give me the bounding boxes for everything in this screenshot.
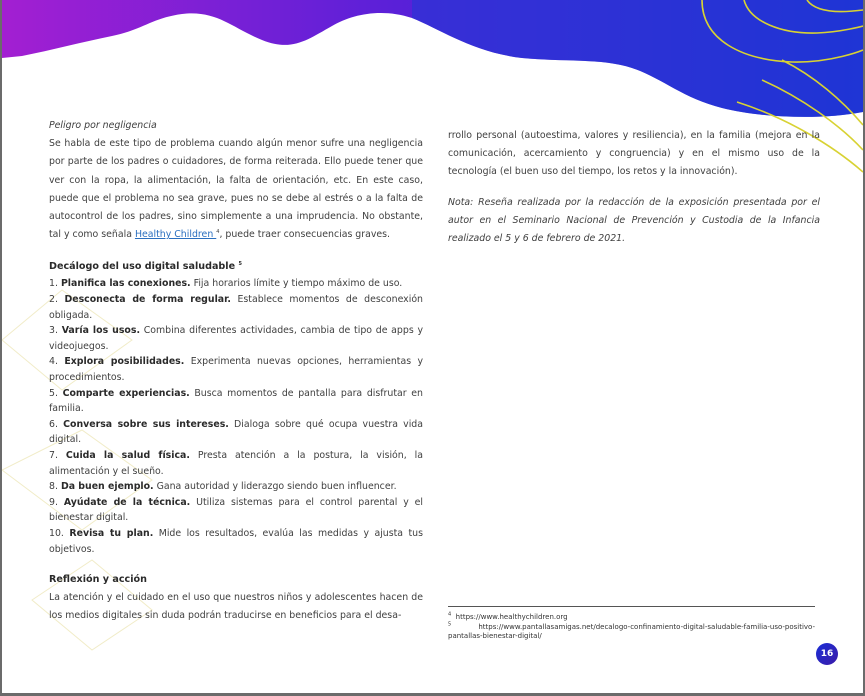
item-number: 8. (49, 481, 58, 493)
item-number: 5. (49, 387, 58, 399)
item-text: Dialoga sobre qué ocupa vuestra vida digital. (49, 418, 424, 446)
item-number: 4. (49, 356, 58, 368)
paragraph-continuation: rrollo personal (autoestima, valores y resiliencia), en la familia (mejora en la comunicación, acercamiento y congruencia) y en el mismo uso de la tecnología (el buen uso del tiempo, los retos y la innovación). (448, 130, 820, 178)
item-number: 7. (49, 449, 58, 461)
right-column (448, 127, 820, 248)
document-page (2, 0, 863, 693)
paragraph-text-end: , puede traer consecuencias graves. (219, 229, 391, 241)
list-item (49, 354, 423, 385)
item-text: Establece momentos de desconexión obligada. (49, 294, 424, 321)
item-number: 6. (49, 418, 58, 430)
paragraph-negligencia (49, 135, 423, 244)
list-item (49, 386, 423, 417)
list-item (49, 448, 423, 479)
editorial-note: Nota: Reseña realizada por la redacción de la exposición presentada por el autor en el Seminario Nacional de Prevención y Custodia de la Infancia realizado el 5 y 6 de febrero de 2021. (448, 196, 820, 245)
list-item (49, 417, 423, 448)
item-title: Ayúdate de la técnica. (63, 496, 191, 508)
decalogo-heading (49, 258, 423, 276)
item-number: 9. (49, 496, 58, 508)
footnote-ref-5: 5 (238, 261, 242, 268)
item-title: Comparte experiencias. (62, 387, 190, 399)
footnote-url[interactable]: https://www.pantallasamigas.net/decalogo-confinamiento-digital-saludable-familia-uso-positivo-pantallas-bienestar-digital/ (448, 622, 815, 641)
item-title: Revisa tu plan. (69, 527, 154, 539)
item-text: Presta atención a la postura, la visión, la alimentación y el sueño. (49, 449, 423, 477)
list-item (49, 292, 423, 323)
item-title: Desconecta de forma regular. (64, 294, 231, 306)
footnote-4 (448, 613, 815, 623)
reflexion-heading: Reflexión y acción (49, 574, 147, 586)
list-item (49, 526, 423, 557)
item-text: Mide los resultados, evalúa las medidas y ajusta tus objetivos. (49, 527, 423, 555)
item-number: 1. (49, 278, 58, 290)
decalogo-list (49, 276, 423, 557)
item-title: Varía los usos. (61, 325, 141, 337)
item-title: Explora posibilidades. (64, 356, 185, 368)
item-number: 10. (49, 527, 64, 539)
paragraph-reflexion: La atención y el cuidado en el uso que nuestros niños y adolescentes hacen de los medios digitales sin duda podrán traducirse en beneficios para el desa- (49, 592, 423, 622)
footnote-number: 4 (448, 611, 452, 618)
item-title: Cuida la salud física. (65, 449, 190, 461)
footnote-url[interactable]: https://www.healthychildren.org (455, 613, 568, 621)
footnote-number: 5 (448, 621, 452, 628)
item-text: Combina diferentes actividades, cambia de tipo de apps y videojuegos. (49, 325, 423, 352)
healthy-children-link[interactable]: Healthy Children (134, 229, 217, 241)
footnotes (448, 606, 815, 642)
item-number: 2. (49, 294, 58, 306)
item-text: Experimenta nuevas opciones, herramientas y procedimientos. (49, 356, 424, 383)
list-item (49, 276, 423, 292)
item-title: Conversa sobre sus intereses. (63, 418, 229, 430)
item-text: Busca momentos de pantalla para disfrutar en familia. (49, 387, 423, 415)
paragraph-text: Se habla de este tipo de problema cuando algún menor sufre una negligencia por parte de los padres o cuidadores, de forma reiterada. Ello puede tener que ver con la ropa, la alimentación, la falta de orientación, etc. En este caso, puede que el problema no sea grave, pues no se debe al estrés o a la falta de autocontrol de los padres, sino simplemente a una imprudencia. No obstante, tal y como señala (49, 138, 423, 241)
decalogo-heading-text: Decálogo del uso digital saludable (49, 261, 236, 273)
item-text: Gana autoridad y liderazgo siendo buen influencer. (153, 481, 397, 493)
item-text: Utiliza sistemas para el control parental y el bienestar digital. (49, 496, 423, 524)
footnote-ref-4: 4 (216, 229, 220, 236)
item-title: Da buen ejemplo. (60, 481, 154, 493)
page-number-badge: 16 (816, 643, 838, 665)
list-item (49, 495, 423, 526)
section-subtitle: Peligro por negligencia (49, 120, 157, 131)
list-item (49, 479, 423, 495)
item-text: Fija horarios límite y tiempo máximo de uso. (190, 278, 403, 290)
item-title: Planifica las conexiones. (60, 278, 191, 290)
footnote-5 (448, 623, 815, 642)
left-column (49, 117, 423, 626)
item-number: 3. (49, 325, 58, 337)
list-item (49, 323, 423, 354)
